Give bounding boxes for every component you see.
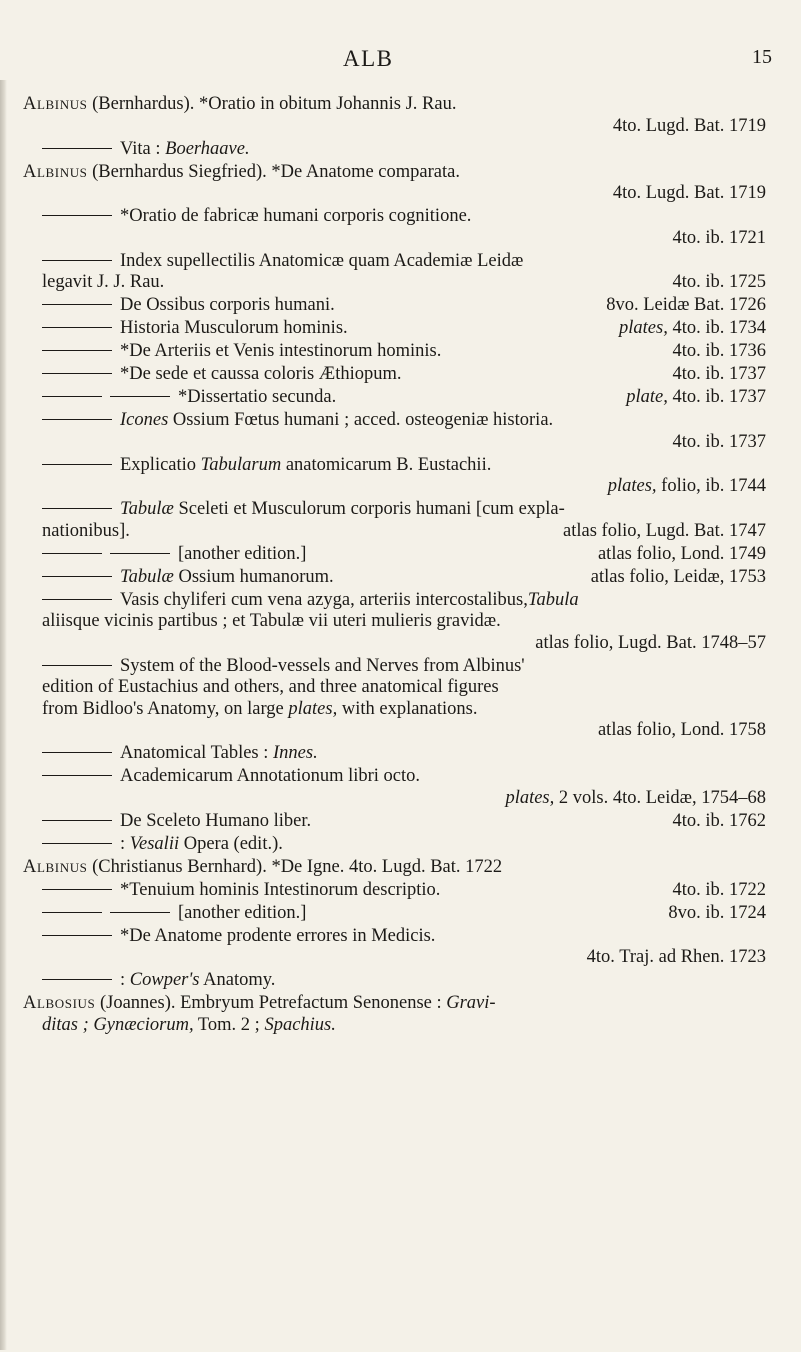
entry-text: [23, 162, 460, 184]
imprint: [668, 903, 766, 925]
catalogue-entry: [0, 387, 801, 409]
repeat-author-rule: [42, 775, 112, 776]
entry-line: [0, 743, 801, 765]
catalogue-entry: [0, 903, 801, 925]
italic-title: Cowper's: [129, 970, 200, 990]
entry-line: [0, 162, 801, 184]
entry-text: [42, 611, 501, 633]
entry-text: [42, 699, 478, 721]
entry-title: De Ossibus corporis humani.: [120, 295, 335, 315]
entry-text: [42, 251, 523, 273]
imprint: [505, 788, 766, 810]
repeat-author-rule: [42, 396, 102, 397]
entry-line: [0, 926, 801, 948]
entry-line: [0, 857, 801, 879]
imprint: [672, 341, 766, 363]
catalogue-entry: [0, 743, 801, 765]
repeat-author-rule: [42, 599, 112, 600]
author-name: Albinus: [23, 94, 88, 114]
imprint-text: atlas folio, Lond. 1749: [597, 543, 766, 564]
entry-title: anatomicarum B. Eustachii.: [281, 454, 492, 475]
imprint-text: 4to. ib. 1737: [667, 387, 766, 407]
repeat-author-rule: [42, 373, 112, 374]
imprint-text: 4to. ib. 1737: [672, 364, 766, 384]
entry-text: [42, 903, 306, 925]
repeat-author-rule: [42, 327, 112, 328]
entry-line: [0, 970, 801, 992]
entry-line: [0, 677, 801, 699]
catalogue-entry: [0, 318, 801, 340]
imprint-text: atlas folio, Lugd. Bat. 1748–57: [535, 632, 766, 653]
entry-text: [23, 94, 456, 116]
entry-line: [0, 811, 801, 833]
entry-title: with explanations.: [337, 698, 478, 719]
imprint: [672, 811, 766, 833]
entry-title: *Tenuium hominis Intestinorum descriptio.: [120, 879, 441, 900]
entry-line: [0, 699, 801, 721]
entry-line: [0, 206, 801, 228]
repeat-title-rule: [110, 553, 170, 554]
catalogue-entry: [0, 766, 801, 809]
repeat-author-rule: [42, 979, 112, 980]
entry-title: [another edition.]: [178, 902, 307, 923]
entry-line: [0, 364, 801, 386]
repeat-author-rule: [42, 260, 112, 261]
entry-title: Ossium humanorum.: [173, 566, 334, 587]
entry-line: [0, 410, 801, 432]
italic-title: Boerhaave.: [165, 138, 250, 159]
author-name: Albosius: [23, 993, 96, 1013]
entry-line: [0, 432, 801, 454]
italic-title: ditas ; Gynæciorum,: [42, 1014, 194, 1035]
catalogue-entry: [0, 162, 801, 205]
imprint: [591, 567, 766, 589]
entry-text: [42, 295, 335, 317]
entry-title: aliisque vicinis partibus ; et Tabulæ vii uteri mulieris gravidæ.: [42, 611, 501, 631]
entry-line: [0, 183, 801, 205]
entry-title: (Bernhardus Siegfried). *De Anatome comparata.: [87, 161, 460, 182]
running-head: ALB: [343, 46, 394, 71]
entry-text: [42, 139, 250, 161]
imprint-plates: plates,: [505, 787, 555, 808]
entry-line: [0, 455, 801, 477]
italic-title: Vesalii: [129, 833, 180, 854]
repeat-author-rule: [42, 148, 112, 149]
entry-text: [42, 590, 579, 612]
catalogue-entry: [0, 970, 801, 992]
imprint-text: folio, ib. 1744: [656, 476, 766, 496]
imprint: [672, 432, 766, 454]
catalogue-entry: [0, 295, 801, 317]
entry-title: legavit J. J. Rau.: [42, 272, 165, 292]
entry-text: [42, 743, 318, 765]
catalogue-entry: [0, 94, 801, 137]
imprint: [608, 476, 766, 498]
entry-text: [42, 766, 420, 788]
entry-text: [42, 970, 275, 992]
entry-title: (Bernhardus). *Oratio in obitum Johannis J. Rau.: [87, 94, 457, 114]
entry-text: [42, 499, 565, 521]
catalogue-entry: [0, 567, 801, 589]
imprint-text: atlas folio, Leidæ, 1753: [590, 566, 766, 587]
entry-title: (Christianus Bernhard). *De Igne. 4to. Lugd. Bat. 1722: [87, 856, 503, 877]
entry-title: Vita :: [120, 138, 166, 159]
imprint-text: 4to. ib. 1762: [672, 810, 766, 831]
entry-line: [0, 1015, 801, 1037]
entry-text: [42, 880, 440, 902]
entry-text: [42, 455, 491, 477]
entry-line: [0, 880, 801, 902]
entry-text: [42, 318, 348, 340]
catalogue-entry: [0, 139, 801, 161]
entry-title: Index supellectilis Anatomicæ quam Academiæ Leidæ: [120, 250, 524, 271]
entry-title: System of the Blood-vessels and Nerves from Albinus': [120, 655, 525, 676]
catalogue-entry: [0, 656, 801, 742]
imprint: [613, 183, 766, 205]
imprint-text: 4to. Lugd. Bat. 1719: [612, 183, 766, 203]
entry-title: *Oratio de fabricæ humani corporis cognitione.: [120, 206, 472, 226]
entry-title: :: [120, 970, 130, 990]
imprint-text: 2 vols. 4to. Leidæ, 1754–68: [554, 787, 766, 808]
catalogue-entry: [0, 590, 801, 655]
entry-text: [42, 656, 525, 678]
author-name: Albinus: [23, 161, 88, 182]
entry-line: [0, 272, 801, 294]
repeat-author-rule: [42, 576, 112, 577]
entry-title: Ossium Fœtus humani ; acced. osteogeniæ historia.: [168, 410, 554, 430]
entry-line: [0, 611, 801, 633]
imprint-text: 8vo. ib. 1724: [668, 902, 766, 923]
entry-text: [23, 857, 502, 879]
italic-title: Innes.: [273, 743, 318, 763]
entry-text: [42, 834, 283, 856]
imprint: [619, 318, 766, 340]
repeat-author-rule: [42, 508, 112, 509]
entry-line: [0, 94, 801, 116]
entry-line: [0, 788, 801, 810]
entry-line: [0, 993, 801, 1015]
repeat-author-rule: [42, 665, 112, 666]
imprint: [535, 633, 766, 655]
entry-title: from Bidloo's Anatomy, on large: [42, 698, 289, 719]
entry-line: [0, 766, 801, 788]
entry-line: [0, 116, 801, 138]
entry-line: [0, 251, 801, 273]
entry-title: Anatomical Tables :: [120, 743, 274, 763]
imprint-text: 4to. ib. 1737: [672, 431, 766, 452]
entry-text: [42, 272, 164, 294]
entry-title: Tom. 2 ;: [193, 1014, 265, 1035]
imprint: [606, 295, 766, 317]
entry-line: [0, 476, 801, 498]
repeat-author-rule: [42, 553, 102, 554]
entry-line: [0, 947, 801, 969]
entry-text: [42, 341, 441, 363]
entry-title: De Sceleto Humano liber.: [120, 810, 312, 831]
entry-line: [0, 521, 801, 543]
imprint: [672, 272, 766, 294]
entry-title: Explicatio: [120, 454, 201, 475]
entry-title: Academicarum Annotationum libri octo.: [120, 766, 421, 786]
entry-title: nationibus].: [42, 520, 130, 541]
italic-title: Tabula: [527, 589, 579, 610]
entry-title: (Joannes). Embryum Petrefactum Senonense :: [95, 993, 447, 1013]
entry-line: [0, 228, 801, 250]
entry-text: [42, 521, 130, 543]
italic-title: Tabulæ: [120, 566, 174, 587]
bibliography-entries: [0, 94, 801, 1038]
entry-text: [42, 811, 311, 833]
entry-title: Sceleti et Musculorum corporis humani [cum expla-: [173, 499, 565, 519]
entry-title: [another edition.]: [178, 543, 307, 564]
italic-title: Spachius.: [264, 1014, 336, 1035]
repeat-author-rule: [42, 215, 112, 216]
imprint: [672, 228, 766, 250]
repeat-author-rule: [42, 935, 112, 936]
italic-title: plates,: [288, 698, 338, 719]
imprint: [598, 720, 766, 742]
imprint-text: 8vo. Leidæ Bat. 1726: [606, 295, 766, 315]
catalogue-entry: [0, 811, 801, 833]
author-name: Albinus: [23, 856, 88, 877]
entry-text: [42, 544, 306, 566]
imprint-text: atlas folio, Lond. 1758: [597, 720, 766, 740]
entry-title: Historia Musculorum hominis.: [120, 318, 348, 338]
entry-title: Anatomy.: [199, 970, 276, 990]
entry-line: [0, 341, 801, 363]
imprint-text: 4to. Traj. ad Rhen. 1723: [586, 947, 766, 967]
italic-title: Gravi-: [446, 993, 496, 1013]
entry-title: *De Anatome prodente errores in Medicis.: [120, 925, 436, 946]
entry-title: *De sede et caussa coloris Æthiopum.: [120, 364, 402, 384]
imprint-text: 4to. Lugd. Bat. 1719: [612, 115, 766, 136]
repeat-author-rule: [42, 820, 112, 821]
entry-line: [0, 720, 801, 742]
entry-text: [42, 364, 402, 386]
entry-line: [0, 903, 801, 925]
catalogue-entry: [0, 926, 801, 969]
entry-line: [0, 544, 801, 566]
entry-text: [42, 206, 471, 228]
imprint: [672, 880, 766, 902]
catalogue-entry: [0, 993, 801, 1036]
entry-text: [42, 567, 334, 589]
entry-text: [42, 410, 553, 432]
catalogue-entry: [0, 455, 801, 498]
catalogue-entry: [0, 251, 801, 294]
repeat-author-rule: [42, 419, 112, 420]
imprint-text: 4to. ib. 1722: [672, 879, 766, 900]
italic-title: Icones: [120, 410, 169, 430]
repeat-author-rule: [42, 752, 112, 753]
entry-title: :: [120, 833, 130, 854]
page-number: 15: [752, 46, 772, 68]
entry-title: *Dissertatio secunda.: [178, 387, 337, 407]
entry-title: Vasis chyliferi cum vena azyga, arteriis intercostalibus,: [120, 589, 528, 610]
entry-line: [0, 139, 801, 161]
imprint-text: 4to. ib. 1736: [672, 341, 766, 361]
catalogue-entry: [0, 544, 801, 566]
entry-text: [42, 677, 499, 699]
repeat-title-rule: [110, 912, 170, 913]
repeat-author-rule: [42, 912, 102, 913]
catalogue-entry: [0, 410, 801, 453]
entry-line: [0, 834, 801, 856]
imprint-text: 4to. ib. 1725: [672, 272, 766, 292]
entry-line: [0, 656, 801, 678]
entry-title: Opera (edit.).: [179, 833, 283, 854]
entry-text: [42, 926, 435, 948]
repeat-author-rule: [42, 304, 112, 305]
repeat-title-rule: [110, 396, 170, 397]
catalogue-entry: [0, 880, 801, 902]
imprint: [613, 116, 766, 138]
entry-title: *De Arteriis et Venis intestinorum hominis.: [120, 341, 442, 361]
catalogue-entry: [0, 857, 801, 879]
entry-text: [23, 993, 496, 1015]
imprint-plates: plate,: [626, 387, 668, 407]
imprint-plates: plates,: [607, 476, 657, 496]
imprint: [563, 521, 766, 543]
imprint-text: 4to. ib. 1734: [667, 318, 766, 338]
repeat-author-rule: [42, 889, 112, 890]
entry-title: edition of Eustachius and others, and three anatomical figures: [42, 677, 499, 697]
entry-line: [0, 590, 801, 612]
repeat-author-rule: [42, 843, 112, 844]
italic-title: Tabularum: [200, 454, 282, 475]
catalogue-entry: [0, 206, 801, 249]
catalogue-entry: [0, 499, 801, 542]
italic-title: Tabulæ: [120, 499, 174, 519]
entry-line: [0, 633, 801, 655]
entry-line: [0, 318, 801, 340]
catalogue-entry: [0, 341, 801, 363]
imprint: [598, 544, 766, 566]
imprint: [626, 387, 766, 409]
repeat-author-rule: [42, 350, 112, 351]
catalogue-entry: [0, 364, 801, 386]
imprint-text: 4to. ib. 1721: [672, 227, 766, 248]
entry-line: [0, 567, 801, 589]
entry-text: [42, 387, 336, 409]
entry-line: [0, 499, 801, 521]
entry-line: [0, 295, 801, 317]
imprint-text: atlas folio, Lugd. Bat. 1747: [563, 520, 766, 541]
page-header: [0, 46, 801, 82]
imprint: [587, 947, 766, 969]
entry-line: [0, 387, 801, 409]
imprint-plates: plates,: [619, 318, 668, 338]
entry-text: [42, 1015, 336, 1037]
repeat-author-rule: [42, 464, 112, 465]
imprint: [672, 364, 766, 386]
catalogue-entry: [0, 834, 801, 856]
